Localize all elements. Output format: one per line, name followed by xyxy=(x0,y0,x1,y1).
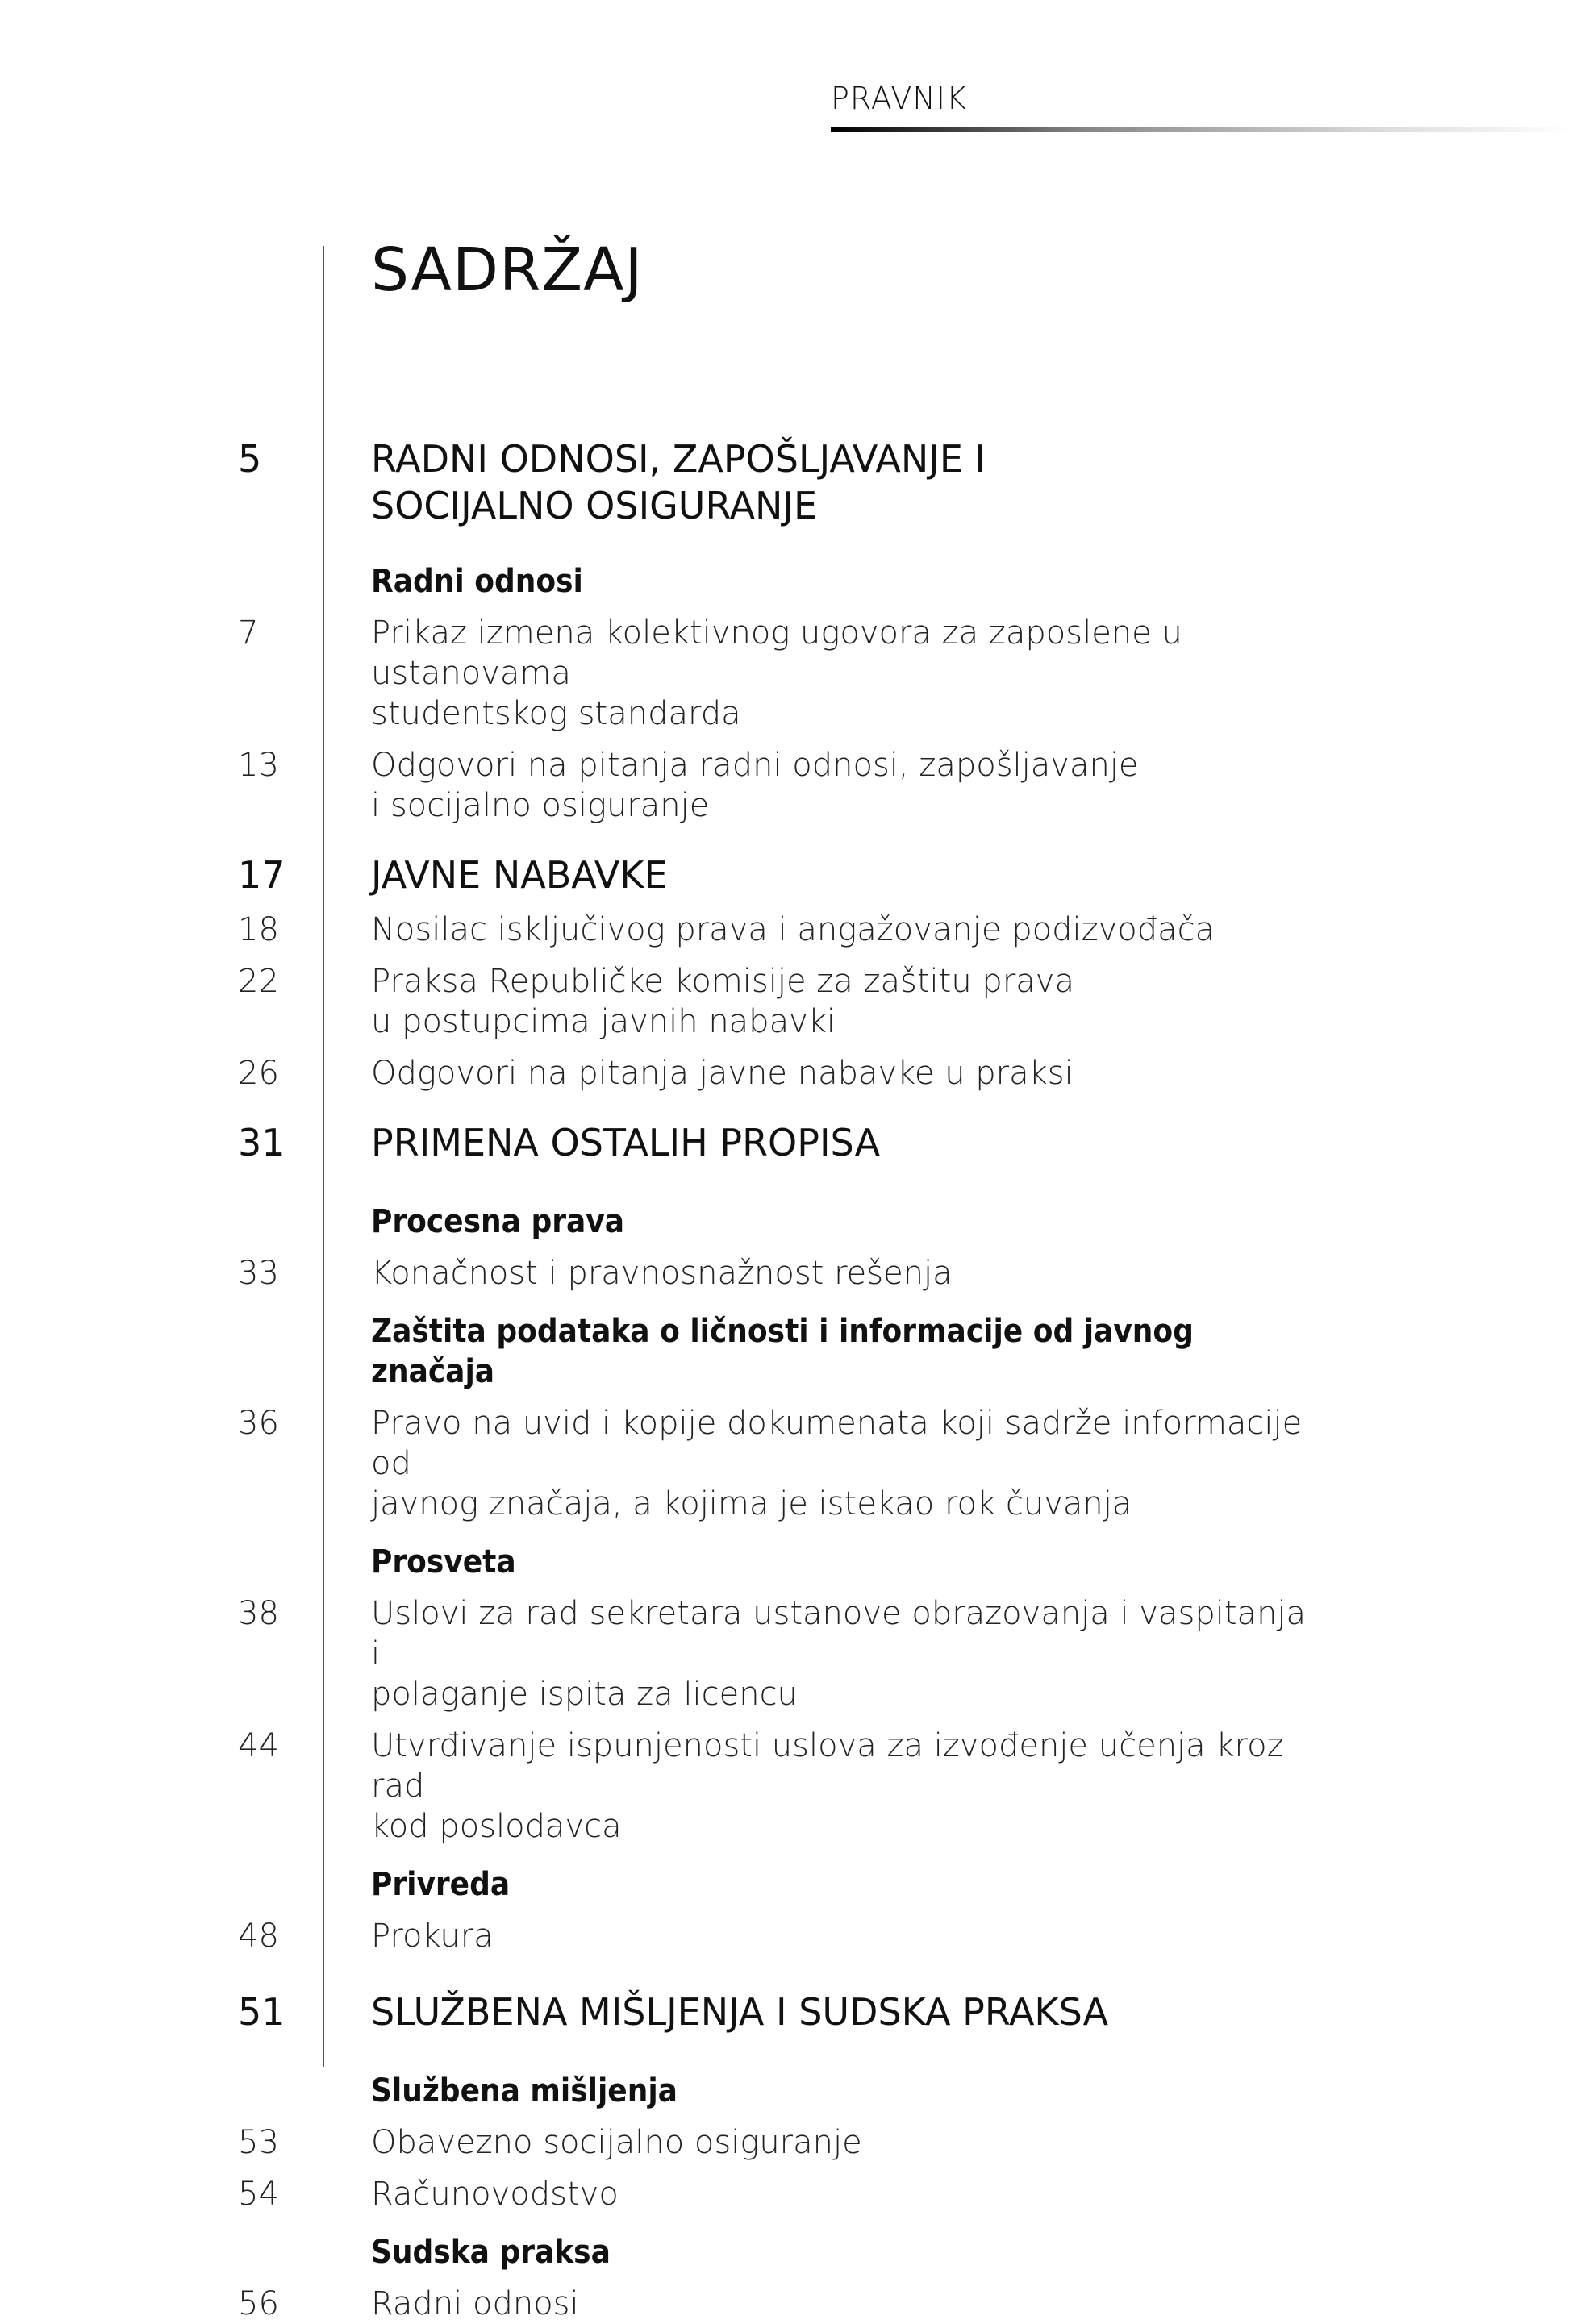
toc-entry-text: Odgovori na pitanja radni odnosi, zapošljavanje i socijalno osiguranje xyxy=(371,747,1139,824)
toc-entry-text: Službena mišljenja xyxy=(371,2072,678,2110)
toc-entry-text: Računovodstvo xyxy=(371,2176,619,2213)
toc-item[interactable] xyxy=(0,1403,1572,1524)
toc-entry-text: SLUŽBENA MIŠLJENJA I SUDSKA PRAKSA xyxy=(371,1990,1109,2034)
toc-section[interactable] xyxy=(0,852,1572,898)
toc-entry-text: Praksa Republičke komisije za zaštitu prava u postupcima javnih nabavki xyxy=(371,963,1074,1040)
toc-page-number: 26 xyxy=(238,1055,279,1092)
toc-entry-text: Konačnost i pravnosnažnost rešenja xyxy=(371,1255,953,1292)
toc-page-number: 31 xyxy=(238,1121,286,1164)
toc-item[interactable] xyxy=(0,2122,1572,2163)
toc-page-number: 56 xyxy=(238,2285,279,2322)
toc-item[interactable] xyxy=(0,1726,1572,1847)
toc-section[interactable] xyxy=(0,435,1572,529)
toc-page-number: 48 xyxy=(238,1918,279,1955)
toc-item[interactable] xyxy=(0,2174,1572,2214)
toc-entry-text: RADNI ODNOSI, ZAPOŠLJAVANJE I SOCIJALNO OSIGURANJE xyxy=(371,437,986,527)
toc-section[interactable] xyxy=(0,1989,1572,2035)
toc-page-number: 51 xyxy=(238,1990,286,2034)
toc-page-number: 13 xyxy=(238,747,279,784)
toc-entry-text: JAVNE NABAVKE xyxy=(371,853,668,897)
toc-subheading[interactable] xyxy=(0,1864,1572,1905)
toc-entry-text: Odgovori na pitanja javne nabavke u praksi xyxy=(371,1055,1074,1092)
toc-page-number: 5 xyxy=(238,437,262,481)
toc-entry-text: Zaštita podataka o ličnosti i informacije od javnog značaja xyxy=(371,1313,1194,1390)
toc-entry-text: Obavezno socijalno osiguranje xyxy=(371,2124,862,2161)
toc-item[interactable] xyxy=(0,1593,1572,1714)
toc-item[interactable] xyxy=(0,1253,1572,1293)
toc-page-number: 53 xyxy=(238,2124,279,2161)
toc-item[interactable] xyxy=(0,961,1572,1042)
toc-entry-text: Radni odnosi xyxy=(371,563,583,600)
toc-item[interactable] xyxy=(0,745,1572,826)
toc-entry-text: Pravo na uvid i kopije dokumenata koji sadrže informacije od javnog značaja, a kojima je istekao rok čuvanja xyxy=(371,1405,1303,1522)
toc-subheading[interactable] xyxy=(0,1202,1572,1242)
toc-title: SADRŽAJ xyxy=(371,235,644,305)
toc-section[interactable] xyxy=(0,1119,1572,1166)
toc-entry-text: Sudska praksa xyxy=(371,2234,611,2271)
toc-entry-text: Radni odnosi xyxy=(371,2285,579,2322)
toc-entry-text: Privreda xyxy=(371,1866,511,1903)
toc-item[interactable] xyxy=(0,910,1572,950)
toc-page-number: 33 xyxy=(238,1255,279,1292)
toc-page-number: 36 xyxy=(238,1405,279,1442)
toc-entry-text: Uslovi za rad sekretara ustanove obrazovanja i vaspitanja i polaganje ispita za licencu xyxy=(371,1595,1307,1713)
toc-page-number: 22 xyxy=(238,963,279,1000)
toc-entry-text: Nosilac isključivog prava i angažovanje podizvođača xyxy=(371,911,1215,948)
toc-entry-text: Prikaz izmena kolektivnog ugovora za zaposlene u ustanovama studentskog standarda xyxy=(371,614,1182,732)
toc-item[interactable] xyxy=(0,1916,1572,1956)
toc-page-number: 17 xyxy=(238,853,286,897)
toc-subheading[interactable] xyxy=(0,1311,1572,1392)
toc-entry-text: Prokura xyxy=(371,1918,494,1955)
toc-page-number: 18 xyxy=(238,911,279,948)
toc-page-number: 7 xyxy=(238,614,259,652)
header-gradient-rule xyxy=(831,127,1572,132)
toc-entry-text: Procesna prava xyxy=(371,1203,624,1240)
toc-page-number: 44 xyxy=(238,1727,279,1764)
toc-subheading[interactable] xyxy=(0,2071,1572,2111)
toc-item[interactable] xyxy=(0,1053,1572,1093)
toc-subheading[interactable] xyxy=(0,1542,1572,1582)
toc-entry-text: Utvrđivanje ispunjenosti uslova za izvođenje učenja kroz rad kod poslodavca xyxy=(371,1727,1284,1845)
toc-page-number: 54 xyxy=(238,2176,279,2213)
publication-title: PRAVNIK xyxy=(831,81,967,116)
toc-entry-text: PRIMENA OSTALIH PROPISA xyxy=(371,1121,881,1164)
toc-item[interactable] xyxy=(0,613,1572,734)
toc-page-number: 38 xyxy=(238,1595,279,1632)
toc-item[interactable] xyxy=(0,2284,1572,2324)
toc-subheading[interactable] xyxy=(0,561,1572,602)
table-of-contents xyxy=(0,435,1572,2324)
toc-entry-text: Prosveta xyxy=(371,1543,516,1581)
toc-subheading[interactable] xyxy=(0,2232,1572,2272)
